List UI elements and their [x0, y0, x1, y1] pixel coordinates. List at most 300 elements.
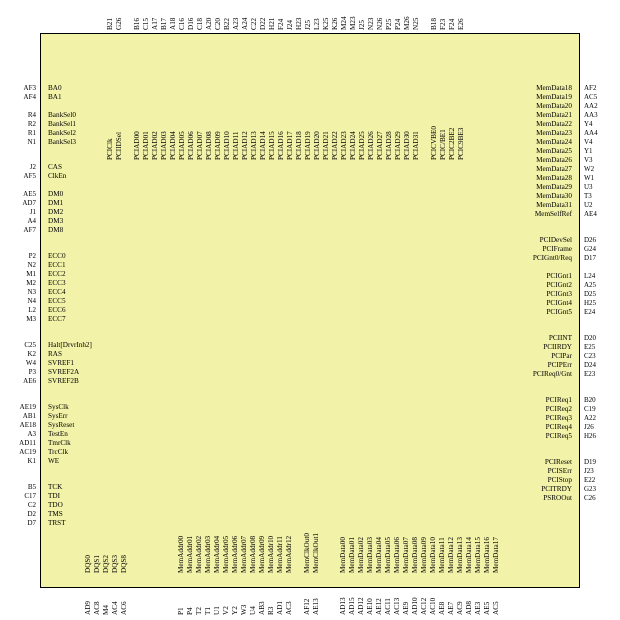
- pin-name-right: PCIGnt0/Req: [532, 254, 572, 262]
- pin-name-right: MemData19: [536, 93, 572, 101]
- ball-number-top: C18: [196, 18, 204, 30]
- ball-number-left: J1: [29, 208, 36, 216]
- ball-number-right: D25: [584, 290, 597, 298]
- ball-number-bottom: AD9: [84, 601, 92, 615]
- ball-number-right: D17: [584, 254, 597, 262]
- ball-number-left: AE6: [23, 377, 36, 385]
- pin-name-bottom: MemData00: [339, 537, 347, 573]
- ball-number-right: Y4: [584, 120, 593, 128]
- pin-name-top: PCIAD03: [160, 131, 168, 160]
- ball-number-bottom: AE7: [447, 601, 455, 615]
- ball-number-top: E26: [457, 18, 465, 30]
- ball-number-top: N23: [367, 17, 375, 30]
- pin-name-right: MemData24: [536, 138, 572, 146]
- pin-name-right: PCIINT: [548, 334, 572, 342]
- ball-number-left: N2: [27, 261, 36, 269]
- ball-number-bottom: Y2: [231, 606, 239, 615]
- pin-name-bottom: DQS3: [111, 555, 119, 573]
- ball-number-top: C20: [214, 18, 222, 30]
- pin-name-right: PCIGnt2: [546, 281, 572, 289]
- ball-number-left: N1: [27, 138, 36, 146]
- ball-number-bottom: AD10: [411, 597, 419, 615]
- pin-name-left: BankSel2: [48, 129, 76, 137]
- pin-name-bottom: MemAddr07: [240, 535, 248, 573]
- ball-number-left: D2: [27, 510, 36, 518]
- pin-name-bottom: MemAddr03: [204, 535, 212, 573]
- pin-name-top: PCIAD28: [385, 131, 393, 160]
- pin-name-top: PCIAD16: [277, 131, 285, 160]
- pin-name-top: PCIAD19: [304, 131, 312, 160]
- ball-number-bottom: P4: [186, 607, 194, 615]
- pin-name-top: PCIAD09: [214, 131, 222, 160]
- ball-number-top: B18: [430, 18, 438, 30]
- pin-name-left: BA1: [48, 93, 62, 101]
- ball-number-bottom: AD8: [465, 601, 473, 615]
- ball-number-left: M1: [26, 270, 36, 278]
- pin-name-right: PCIReq4: [545, 423, 572, 431]
- pin-name-left: TestEn: [48, 430, 68, 438]
- pin-name-right: MemData26: [536, 156, 572, 164]
- pin-name-left: TCK: [48, 483, 63, 491]
- ball-number-top: L23: [313, 18, 321, 30]
- ball-number-top: D16: [187, 17, 195, 30]
- ball-number-top: H21: [268, 17, 276, 30]
- ball-number-top: H23: [295, 17, 303, 30]
- pin-name-top: PCIAD20: [313, 131, 321, 160]
- pin-name-right: PCIIRDY: [543, 343, 572, 351]
- pin-name-left: SVREF1: [48, 359, 74, 367]
- ball-number-left: AF7: [23, 226, 36, 234]
- pin-name-top: PCIAD31: [412, 131, 420, 160]
- ball-number-right: J26: [584, 423, 594, 431]
- pin-name-left: TDO: [48, 501, 63, 509]
- pin-name-bottom: MemData15: [474, 537, 482, 573]
- ball-number-bottom: AC3: [285, 601, 293, 615]
- ball-number-bottom: AE12: [375, 598, 383, 615]
- pin-name-left: DM0: [48, 190, 64, 198]
- pin-name-right: PCIReq1: [545, 396, 572, 404]
- ball-number-bottom: AE3: [474, 601, 482, 615]
- ball-number-right: AA2: [584, 102, 598, 110]
- ball-number-right: G24: [584, 245, 597, 253]
- ball-number-right: W1: [584, 174, 595, 182]
- pin-name-bottom: MemData02: [357, 537, 365, 573]
- ball-number-bottom: T1: [204, 607, 212, 615]
- ball-number-right: H26: [584, 432, 597, 440]
- pin-name-left: TrcClk: [48, 448, 69, 456]
- ball-number-right: AF2: [584, 84, 597, 92]
- pin-name-top: PCIAD17: [286, 131, 294, 160]
- pin-name-right: PCIDevSel: [539, 236, 572, 244]
- ball-number-left: AD11: [19, 439, 36, 447]
- ball-number-top: J25: [304, 20, 312, 30]
- pin-name-right: MemSelfRef: [534, 210, 572, 218]
- pin-name-top: PCIAD10: [223, 131, 231, 160]
- ball-number-right: AE4: [584, 210, 597, 218]
- pin-name-bottom: MemAddr00: [177, 535, 185, 573]
- ball-number-left: W4: [25, 359, 36, 367]
- ball-number-top: P25: [385, 18, 393, 30]
- pin-name-right: MemData22: [536, 120, 572, 128]
- pin-name-right: PCITRDY: [541, 485, 572, 493]
- ball-number-left: J2: [29, 163, 36, 171]
- ball-number-right: E23: [584, 370, 596, 378]
- pin-name-left: SVREF2B: [48, 377, 79, 385]
- pin-name-left: ECC2: [48, 270, 66, 278]
- pin-name-right: MemData27: [536, 165, 572, 173]
- ball-number-bottom: AC12: [420, 597, 428, 615]
- ball-number-bottom: AC5: [492, 601, 500, 615]
- ball-number-left: A3: [27, 430, 36, 438]
- ball-number-top: B21: [106, 18, 114, 30]
- pin-name-right: MemData28: [536, 174, 572, 182]
- ball-number-top: A24: [241, 17, 249, 30]
- ball-number-bottom: AC10: [429, 597, 437, 615]
- pin-name-left: ECC4: [48, 288, 66, 296]
- ball-number-right: D20: [584, 334, 597, 342]
- pin-name-right: MemData30: [536, 192, 572, 200]
- pin-name-right: PCIGnt1: [546, 272, 572, 280]
- ball-number-bottom: W3: [240, 604, 248, 615]
- ball-number-bottom: AD13: [339, 597, 347, 615]
- pin-name-left: BankSel0: [48, 111, 76, 119]
- pin-name-right: PCIReq0/Gnt: [532, 370, 572, 378]
- ball-number-left: C2: [27, 501, 36, 509]
- pin-name-right: PCIReq5: [545, 432, 572, 440]
- pin-name-top: PCIAD29: [394, 131, 402, 160]
- ball-number-bottom: V2: [222, 606, 230, 615]
- ball-number-left: C25: [24, 341, 36, 349]
- ball-number-left: P3: [28, 368, 36, 376]
- pin-name-top: PCIAD11: [232, 131, 240, 160]
- pin-name-left: TRST: [48, 519, 66, 527]
- pin-name-top: PCIAD06: [187, 131, 195, 160]
- pin-name-left: TmrClk: [48, 439, 71, 447]
- pin-name-bottom: MemAddr11: [276, 536, 284, 573]
- ball-number-bottom: R3: [267, 606, 275, 615]
- pin-name-bottom: MemAddr10: [267, 535, 275, 573]
- chip-body: [40, 33, 580, 588]
- ball-number-right: D26: [584, 236, 597, 244]
- pin-name-right: PCIGnt4: [546, 299, 572, 307]
- pin-name-right: MemData18: [536, 84, 572, 92]
- ball-number-left: B5: [27, 483, 36, 491]
- pin-name-top: PCIAD07: [196, 131, 204, 160]
- ball-number-top: K25: [322, 17, 330, 30]
- pin-name-top: PCIC9BE3: [457, 127, 465, 160]
- pin-name-bottom: MemData16: [483, 537, 491, 573]
- ball-number-right: J23: [584, 467, 594, 475]
- ball-number-left: L2: [28, 306, 36, 314]
- ball-number-bottom: P1: [177, 607, 185, 615]
- ball-number-left: N3: [27, 288, 36, 296]
- pin-name-left: Halt[DrvrInh2]: [48, 341, 92, 349]
- ball-number-left: N4: [27, 297, 36, 305]
- pin-name-right: PSROOut: [543, 494, 572, 502]
- ball-number-bottom: AE10: [366, 598, 374, 615]
- ball-number-left: AF5: [23, 172, 36, 180]
- pin-name-bottom: MemData10: [429, 537, 437, 573]
- ball-number-right: U2: [584, 201, 593, 209]
- pin-name-right: PCISErr: [547, 467, 572, 475]
- ball-number-left: AC19: [19, 448, 36, 456]
- pin-name-top: PCIAD00: [133, 131, 141, 160]
- ball-number-right: G23: [584, 485, 597, 493]
- ball-number-bottom: AC11: [384, 598, 392, 615]
- ball-number-right: D19: [584, 458, 597, 466]
- ball-number-top: P24: [394, 18, 402, 30]
- ball-number-bottom: AD12: [357, 597, 365, 615]
- pin-name-left: CAS: [48, 163, 62, 171]
- ball-number-right: C23: [584, 352, 596, 360]
- pin-name-top: PCIAD18: [295, 131, 303, 160]
- ball-number-top: A18: [169, 17, 177, 30]
- pin-name-bottom: MemData09: [420, 537, 428, 573]
- pin-name-bottom: MemAddr01: [186, 535, 194, 573]
- ball-number-top: B22: [223, 18, 231, 30]
- pin-name-bottom: MemData06: [393, 537, 401, 573]
- ball-number-top: F24: [277, 18, 285, 30]
- ball-number-left: AD7: [22, 199, 36, 207]
- pin-name-bottom: MemData07: [402, 537, 410, 573]
- pin-name-left: SVREF2A: [48, 368, 80, 376]
- ball-number-right: U3: [584, 183, 593, 191]
- ball-number-bottom: AF12: [303, 598, 311, 615]
- pin-name-left: SysErr: [48, 412, 68, 420]
- pin-name-right: PCIReq2: [545, 405, 572, 413]
- ball-number-right: T3: [584, 192, 592, 200]
- pin-name-right: PCIPar: [551, 352, 572, 360]
- pin-name-top: PCIC/BE1: [439, 129, 447, 160]
- ball-number-top: J24: [286, 20, 294, 30]
- pin-name-left: RAS: [48, 350, 62, 358]
- ball-number-left: AE19: [19, 403, 36, 411]
- pin-name-bottom: MemAddr04: [213, 535, 221, 573]
- ball-number-top: M24: [340, 16, 348, 30]
- pin-name-top: PCIAD14: [259, 131, 267, 160]
- pin-name-right: MemData31: [536, 201, 572, 209]
- ball-number-bottom: AE9: [402, 601, 410, 615]
- ball-number-right: W2: [584, 165, 595, 173]
- ball-number-bottom: T2: [195, 607, 203, 615]
- pin-name-bottom: MemClkOut1: [312, 533, 320, 573]
- ball-number-left: AB1: [22, 412, 36, 420]
- pin-name-bottom: MemData03: [366, 537, 374, 573]
- ball-number-top: N26: [376, 17, 384, 30]
- pin-name-left: ClkEn: [48, 172, 67, 180]
- pin-name-bottom: MemData12: [447, 537, 455, 573]
- pin-name-top: PCIAD30: [403, 131, 411, 160]
- ball-number-bottom: AD15: [348, 597, 356, 615]
- pin-name-top: PCICVBE0: [430, 126, 438, 160]
- ball-number-left: R4: [27, 111, 36, 119]
- pin-name-left: ECC7: [48, 315, 66, 323]
- ball-number-right: AA3: [584, 111, 598, 119]
- ball-number-top: A17: [151, 17, 159, 30]
- ball-number-top: M23: [349, 16, 357, 30]
- ball-number-left: AF4: [23, 93, 36, 101]
- pin-name-top: PCIAD05: [178, 131, 186, 160]
- pin-name-top: PCIAD22: [331, 131, 339, 160]
- ball-number-right: A22: [584, 414, 597, 422]
- pin-name-left: DM1: [48, 199, 64, 207]
- ball-number-top: C15: [142, 18, 150, 30]
- pin-name-left: SysReset: [48, 421, 75, 429]
- ball-number-right: C19: [584, 405, 596, 413]
- pin-name-left: BankSel3: [48, 138, 76, 146]
- pin-name-left: WE: [48, 457, 60, 465]
- pin-name-left: DM2: [48, 208, 64, 216]
- ball-number-left: A4: [27, 217, 36, 225]
- pin-name-bottom: MemClkOut0: [303, 533, 311, 573]
- ball-number-right: V3: [584, 156, 593, 164]
- ball-number-right: C26: [584, 494, 596, 502]
- pin-name-bottom: DQS2: [102, 555, 110, 573]
- ball-number-right: E24: [584, 308, 596, 316]
- ball-number-bottom: AE8: [438, 601, 446, 615]
- ball-number-top: B16: [133, 18, 141, 30]
- pin-name-top: PCIAD23: [340, 131, 348, 160]
- pin-name-right: MemData23: [536, 129, 572, 137]
- ball-number-top: J25: [358, 20, 366, 30]
- pin-name-bottom: MemAddr05: [222, 535, 230, 573]
- pin-name-top: PCIAD25: [358, 131, 366, 160]
- ball-number-right: A25: [584, 281, 597, 289]
- ball-number-left: AE5: [23, 190, 36, 198]
- pin-name-bottom: MemAddr09: [258, 535, 266, 573]
- pin-name-top: PCIAD27: [376, 131, 384, 160]
- ball-number-top: M26: [403, 16, 411, 30]
- ball-number-left: AF3: [23, 84, 36, 92]
- pin-name-left: ECC3: [48, 279, 66, 287]
- pin-name-top: PCIAD01: [142, 131, 150, 160]
- pin-name-bottom: MemAddr08: [249, 535, 257, 573]
- ball-number-right: L24: [584, 272, 596, 280]
- pin-name-left: TMS: [48, 510, 63, 518]
- ball-number-bottom: AE13: [312, 598, 320, 615]
- pin-name-bottom: MemAddr12: [285, 535, 293, 573]
- ball-number-right: AA4: [584, 129, 598, 137]
- pin-name-top: PCIAD13: [250, 131, 258, 160]
- pin-name-right: MemData21: [536, 111, 572, 119]
- pin-name-bottom: MemData13: [456, 537, 464, 573]
- pin-name-top: PCIC2BE2: [448, 127, 456, 160]
- pin-name-right: MemData29: [536, 183, 572, 191]
- ball-number-bottom: AB3: [258, 601, 266, 615]
- pin-name-bottom: MemData01: [348, 537, 356, 573]
- pin-name-top: PCIAD08: [205, 131, 213, 160]
- ball-number-right: E22: [584, 476, 596, 484]
- pin-name-bottom: MemData17: [492, 537, 500, 573]
- pin-name-left: BankSel1: [48, 120, 76, 128]
- pin-name-right: MemData20: [536, 102, 572, 110]
- ball-number-top: F23: [439, 18, 447, 30]
- ball-number-left: C17: [24, 492, 36, 500]
- ball-number-left: P2: [28, 252, 36, 260]
- pin-name-bottom: DQS0: [84, 555, 92, 573]
- ball-number-left: R2: [27, 120, 36, 128]
- pin-name-left: BA0: [48, 84, 62, 92]
- ball-number-top: A20: [205, 17, 213, 30]
- ball-number-bottom: U4: [249, 606, 257, 615]
- ball-number-top: K26: [331, 17, 339, 30]
- pin-name-right: PCIPErr: [547, 361, 572, 369]
- pin-name-left: ECC1: [48, 261, 66, 269]
- pin-name-bottom: MemData05: [384, 537, 392, 573]
- ball-number-left: K2: [27, 350, 36, 358]
- ball-number-left: R1: [27, 129, 36, 137]
- ball-number-top: A23: [232, 17, 240, 30]
- pin-name-right: PCIReq3: [545, 414, 572, 422]
- ball-number-right: Y1: [584, 147, 593, 155]
- ball-number-left: AE18: [19, 421, 36, 429]
- pin-name-top: PCIAD02: [151, 131, 159, 160]
- ball-number-bottom: AC13: [393, 597, 401, 615]
- pin-name-left: TDI: [48, 492, 60, 500]
- pin-name-bottom: MemAddr02: [195, 535, 203, 573]
- pin-name-left: ECC5: [48, 297, 66, 305]
- ball-number-left: M3: [26, 315, 36, 323]
- ball-number-bottom: AC4: [111, 601, 119, 615]
- pin-name-right: PCIFrame: [542, 245, 572, 253]
- ball-number-bottom: U1: [213, 606, 221, 615]
- ball-number-bottom: AC8: [93, 601, 101, 615]
- ball-number-top: C16: [178, 18, 186, 30]
- ball-number-top: F24: [448, 18, 456, 30]
- pin-name-top: PCIAD04: [169, 131, 177, 160]
- pin-name-left: DM8: [48, 226, 64, 234]
- ball-number-bottom: AD1: [276, 601, 284, 615]
- ball-number-right: H25: [584, 299, 597, 307]
- ball-number-top: D22: [259, 17, 267, 30]
- pin-name-bottom: MemData08: [411, 537, 419, 573]
- pin-name-top: PCIAD26: [367, 131, 375, 160]
- ball-number-bottom: M4: [102, 605, 110, 615]
- pin-name-left: DM3: [48, 217, 64, 225]
- pin-name-top: PCIAD21: [322, 131, 330, 160]
- ball-number-bottom: AC6: [120, 601, 128, 615]
- pin-name-left: ECC0: [48, 252, 66, 260]
- pin-name-right: PCIGnt3: [546, 290, 572, 298]
- ball-number-left: K1: [27, 457, 36, 465]
- ball-number-top: C22: [250, 18, 258, 30]
- ball-number-left: M2: [26, 279, 36, 287]
- pin-name-left: ECC6: [48, 306, 66, 314]
- pin-name-right: PCIReset: [544, 458, 572, 466]
- pin-name-right: MemData25: [536, 147, 572, 155]
- ball-number-top: G26: [115, 17, 123, 30]
- pin-name-bottom: MemData14: [465, 537, 473, 573]
- ball-number-top: B17: [160, 18, 168, 30]
- pin-name-left: SysClk: [48, 403, 69, 411]
- pin-name-top: PCIIDSel: [115, 132, 123, 160]
- ball-number-left: D7: [27, 519, 36, 527]
- pin-name-top: PCIClk: [106, 138, 114, 160]
- pin-name-right: PCIGnt5: [546, 308, 572, 316]
- pin-name-bottom: MemData11: [438, 537, 446, 573]
- pin-name-right: PCIStop: [547, 476, 572, 484]
- pin-name-top: PCIAD15: [268, 131, 276, 160]
- pin-name-bottom: DQS1: [93, 555, 101, 573]
- ball-number-right: D24: [584, 361, 597, 369]
- ball-number-right: AC5: [584, 93, 598, 101]
- ball-number-bottom: AC9: [456, 601, 464, 615]
- pin-name-bottom: MemData04: [375, 537, 383, 573]
- ball-number-top: N25: [412, 17, 420, 30]
- pin-name-top: PCIAD12: [241, 131, 249, 160]
- ball-number-right: B20: [584, 396, 596, 404]
- pin-name-bottom: DQS8: [120, 555, 128, 573]
